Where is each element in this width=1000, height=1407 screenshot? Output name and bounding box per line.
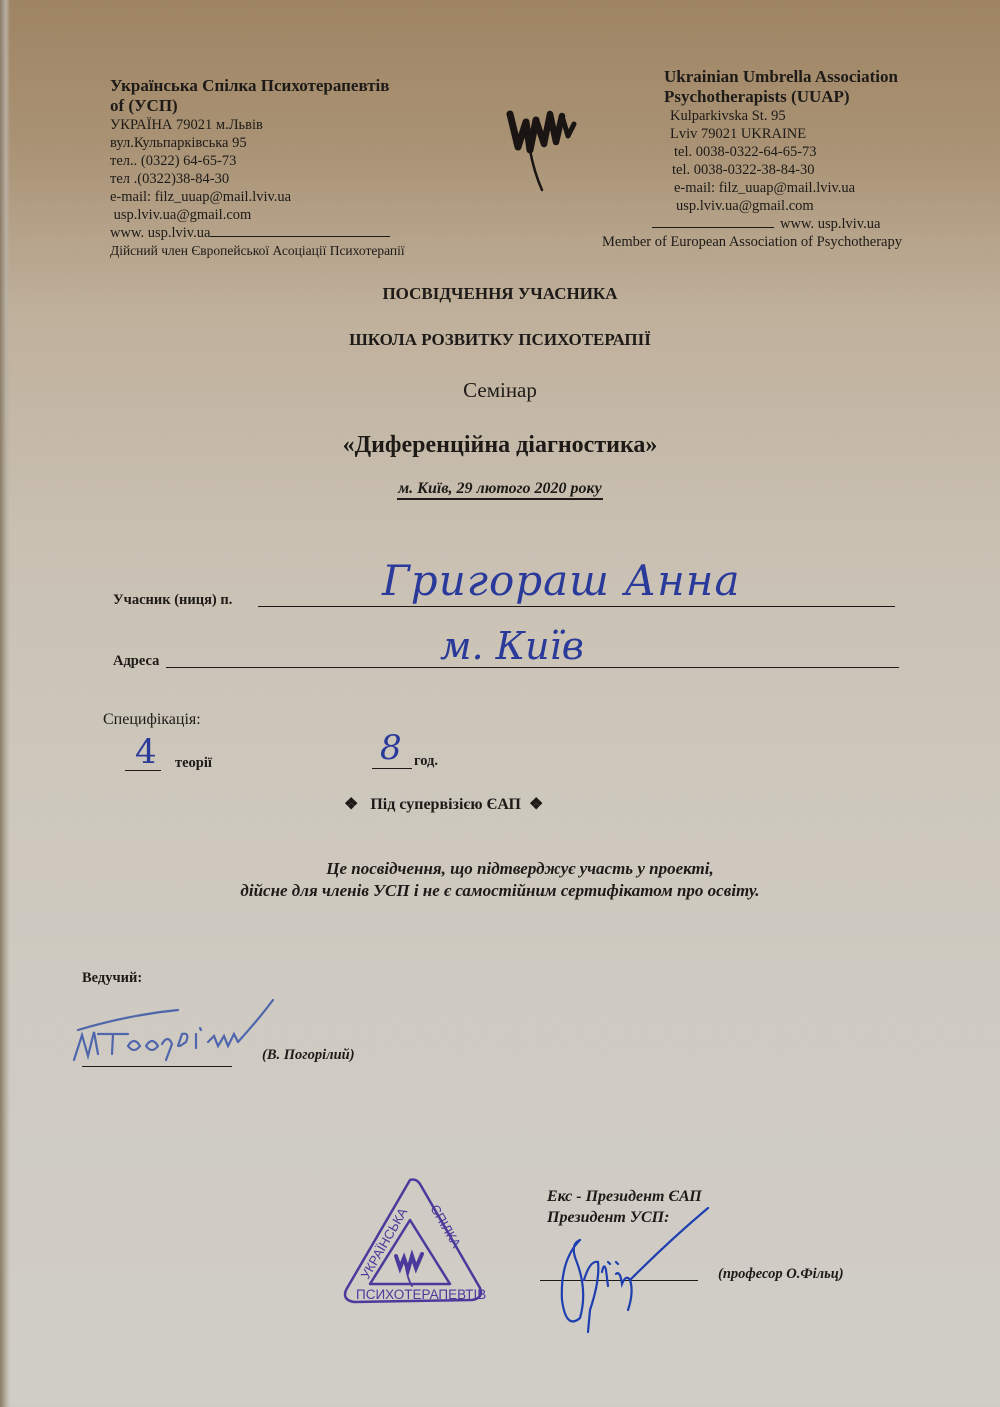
host-label: Ведучий: [82, 970, 143, 986]
participant-handwritten-name[interactable]: Григораш Анна [382, 556, 741, 605]
supervision-row [344, 794, 543, 814]
email-ua-2: usp.lviv.ua@gmail.com [110, 207, 252, 223]
hours-field-line [372, 768, 412, 769]
host-name: (В. Погорілий) [262, 1047, 355, 1063]
note-line2: дійсне для членів УСП і не є самостійним сертифікатом про освіту. [240, 881, 760, 900]
website-en: www. usp.lviv.ua [780, 216, 881, 232]
supervision-text: Під супервізією ЄАП [370, 796, 521, 813]
theory-hours-value[interactable]: 4 [135, 732, 157, 772]
address-en-line1: Kulparkivska St. 95 [670, 108, 786, 124]
specification-label: Специфікація: [103, 711, 201, 728]
org-name-ua-line2: of (УСП) [110, 96, 178, 115]
blank-line [652, 215, 774, 228]
paper-edge [0, 0, 10, 1407]
address-ua-line2: вул.Кульпарківська 95 [110, 135, 247, 151]
seminar-name: «Диференційна діагностика» [342, 432, 658, 458]
total-hours-value[interactable]: 8 [380, 728, 402, 768]
place-date: м. Київ, 29 лютого 2020 року [397, 480, 603, 500]
website-ua-row [110, 224, 470, 242]
participant-label: Учасник (ниця) п. [113, 592, 233, 608]
note-line1: Це посвідчення, що підтверджує участь у проекті, [326, 859, 714, 878]
place-date-row [0, 480, 1000, 498]
membership-ua: Дійсний член Європейської Асоціації Психотерапії [110, 243, 405, 258]
event-type: Семінар [463, 378, 537, 402]
host-signature [68, 990, 288, 1075]
document-title: ПОСВІДЧЕННЯ УЧАСНИКА [382, 284, 618, 303]
blank-line [210, 224, 390, 237]
program-name: ШКОЛА РОЗВИТКУ ПСИХОТЕРАПІЇ [349, 330, 651, 349]
president-title-usp: Президент УСП: [547, 1209, 670, 1226]
usp-monogram-logo-icon [492, 92, 587, 202]
stamp-text-right: СПІЛКА [427, 1202, 464, 1251]
stamp-text-bottom: ПСИХОТЕРАПЕВТІВ [356, 1287, 487, 1302]
president-signature [540, 1200, 720, 1340]
president-name: (професор О.Фільц) [718, 1266, 844, 1282]
website-ua: www. usp.lviv.ua [110, 225, 211, 241]
participant-field-line [258, 606, 895, 607]
phone-ua-1: тел.. (0322) 64-65-73 [110, 153, 237, 169]
organization-stamp [338, 1168, 488, 1318]
org-name-en-line2: Psychotherapists (UUAP) [664, 87, 850, 106]
phone-en-1: tel. 0038-0322-64-65-73 [674, 144, 817, 160]
org-name-en-line1: Ukrainian Umbrella Association [664, 67, 898, 86]
address-handwritten-value[interactable]: м. Київ [440, 624, 584, 668]
email-ua-1: e-mail: filz_uuap@mail.lviv.ua [110, 189, 292, 205]
theory-label: теорії [175, 755, 212, 771]
header-left-ukrainian [110, 76, 470, 260]
address-ua-line1: УКРАЇНА 79021 м.Львів [110, 117, 263, 133]
membership-en: Member of European Association of Psychotherapy [602, 234, 902, 250]
address-en-line2: Lviv 79021 UKRAINE [670, 126, 807, 142]
email-en-2: usp.lviv.ua@gmail.com [676, 198, 814, 214]
diamond-bullet-icon: ❖ [344, 796, 359, 813]
address-label: Адреса [113, 653, 160, 669]
stamp-text-left: УКРАЇНСЬКА [357, 1205, 411, 1282]
hours-label: год. [414, 753, 439, 769]
website-en-row [600, 215, 930, 233]
org-name-ua-line1: Українська Спілка Психотерапевтів [110, 76, 390, 95]
phone-ua-2: тел .(0322)38-84-30 [110, 171, 230, 187]
president-title-eap: Екс - Президент ЄАП [547, 1188, 702, 1205]
email-en-1: e-mail: filz_uuap@mail.lviv.ua [674, 180, 856, 196]
diamond-bullet-icon: ❖ [529, 796, 544, 813]
phone-en-2: tel. 0038-0322-38-84-30 [672, 162, 815, 178]
header-right-english [600, 67, 930, 251]
